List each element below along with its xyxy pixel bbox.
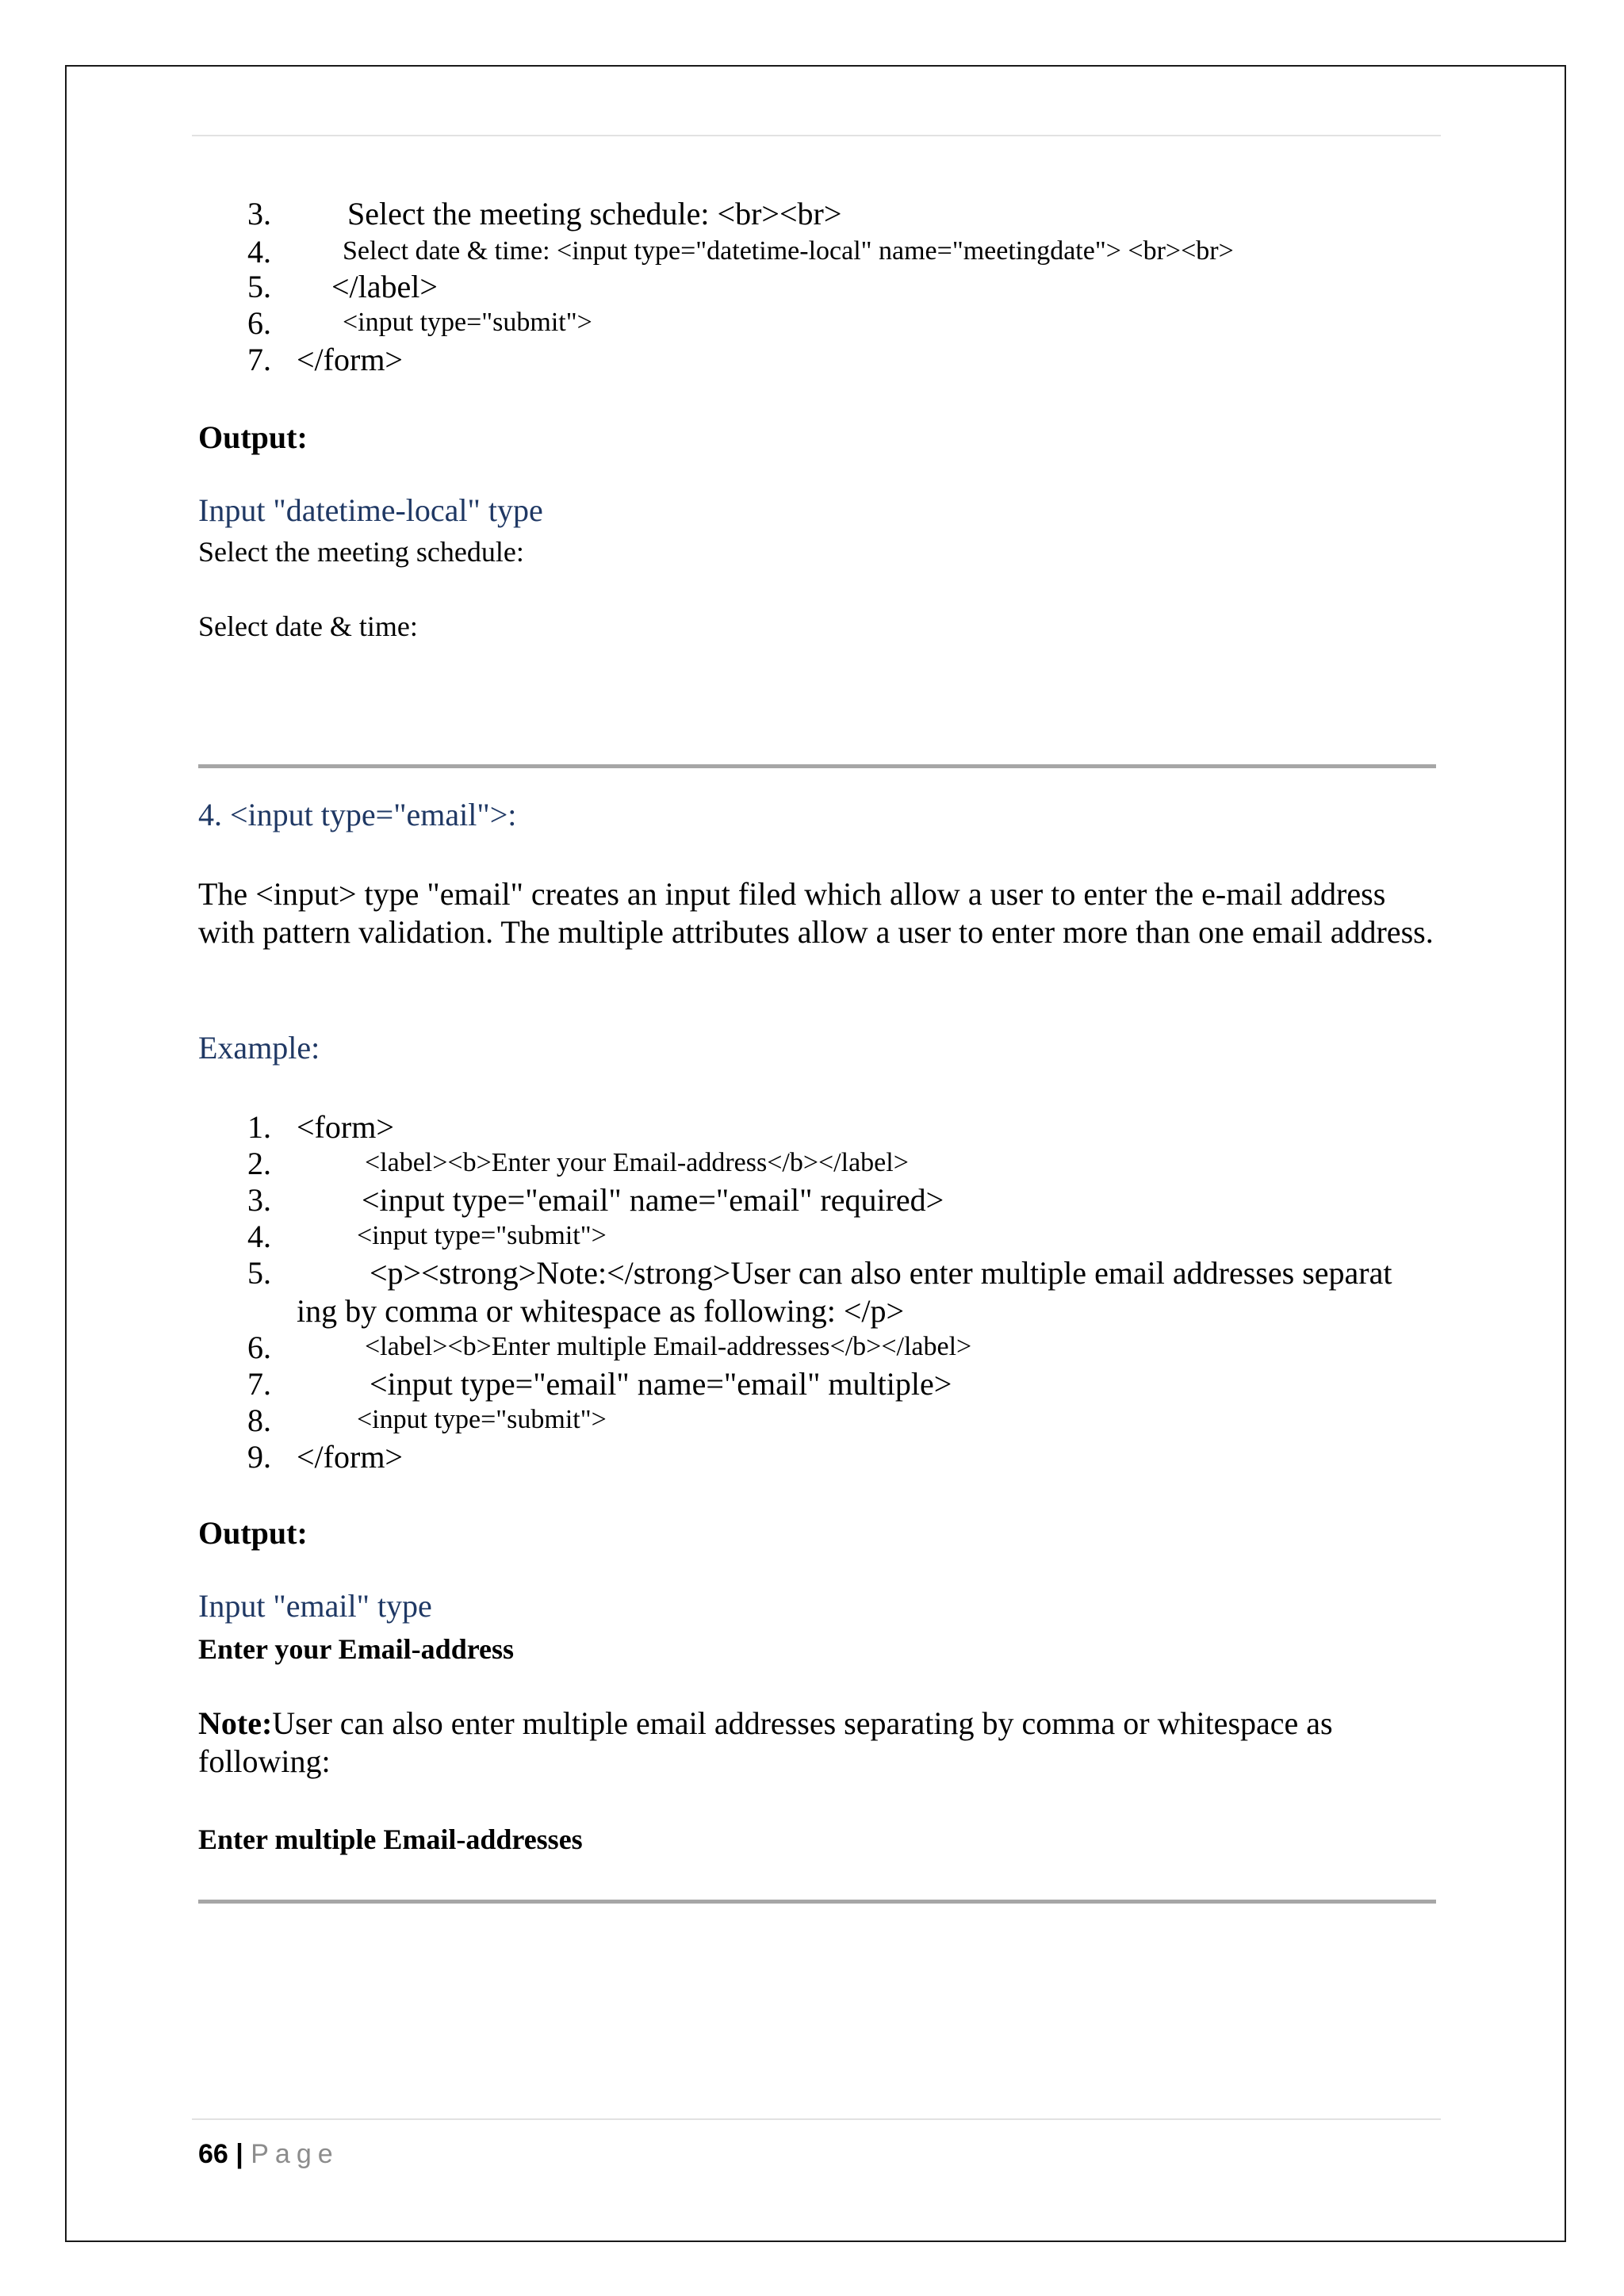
page-footer — [198, 2141, 339, 2168]
code-line: <input type="email" name="email" required> — [362, 1182, 944, 1218]
section-paragraph: The <input> type "email" creates an input filed which allow a user to enter the e-mail address with pattern validation. The multiple attributes allow a user to enter more than one email address. — [198, 876, 1434, 950]
footer-rule — [192, 2118, 1441, 2120]
line-number: 4. — [247, 1219, 271, 1254]
output-title: Input "email" type — [198, 1588, 432, 1624]
line-number: 8. — [247, 1402, 271, 1438]
code-line: </label> — [331, 269, 438, 304]
line-number: 1. — [247, 1109, 271, 1145]
output-title: Input "datetime-local" type — [198, 492, 543, 528]
section-divider — [198, 764, 1436, 768]
page-number: 66 — [198, 2139, 228, 2169]
code-line: <label><b>Enter multiple Email-addresses</b></label> — [365, 1332, 972, 1361]
output-note — [198, 1705, 1435, 1781]
output-heading: Output: — [198, 1515, 308, 1551]
output-label: Enter your Email-address — [198, 1633, 515, 1665]
line-number: 7. — [247, 342, 271, 377]
example-label: Example: — [198, 1030, 320, 1066]
code-line: <input type="submit"> — [343, 308, 592, 337]
code-line: Select date & time: <input type="datetime-local" name="meetingdate"> <br><br> — [343, 236, 1234, 266]
code-line: <form> — [297, 1109, 394, 1145]
line-number: 5. — [247, 269, 271, 304]
code-line: Select the meeting schedule: <br><br> — [347, 196, 842, 232]
note-label: Note: — [198, 1705, 273, 1741]
line-number: 6. — [247, 305, 271, 341]
line-number: 2. — [247, 1146, 271, 1181]
line-number: 5. — [247, 1255, 271, 1291]
footer-separator: | — [236, 2139, 243, 2169]
line-number: 6. — [247, 1330, 271, 1365]
code-line: </form> — [297, 1439, 403, 1475]
line-number: 7. — [247, 1366, 271, 1402]
line-number: 3. — [247, 196, 271, 232]
line-number: 4. — [247, 234, 271, 270]
line-number: 9. — [247, 1439, 271, 1475]
code-line: <input type="submit"> — [357, 1221, 607, 1250]
line-number: 3. — [247, 1182, 271, 1218]
output-heading: Output: — [198, 419, 308, 455]
header-rule — [192, 135, 1441, 136]
code-line: </form> — [297, 342, 403, 377]
code-line: <p><strong>Note:</strong>User can also enter multiple email addresses separat — [370, 1255, 1392, 1291]
output-text: Select the meeting schedule: — [198, 536, 524, 568]
output-label: Enter multiple Email-addresses — [198, 1823, 583, 1855]
code-line: <label><b>Enter your Email-address</b></label> — [365, 1148, 909, 1177]
code-line: <input type="email" name="email" multiple> — [370, 1366, 952, 1402]
section-divider — [198, 1900, 1436, 1904]
note-text: User can also enter multiple email addresses separating by comma or whitespace as following: — [198, 1705, 1333, 1779]
section-heading: 4. <input type="email">: — [198, 797, 517, 832]
output-text: Select date & time: — [198, 610, 418, 642]
code-line: <input type="submit"> — [357, 1405, 607, 1434]
page-word: Page — [251, 2139, 339, 2169]
code-line-continuation: ing by comma or whitespace as following: </p> — [297, 1293, 905, 1329]
